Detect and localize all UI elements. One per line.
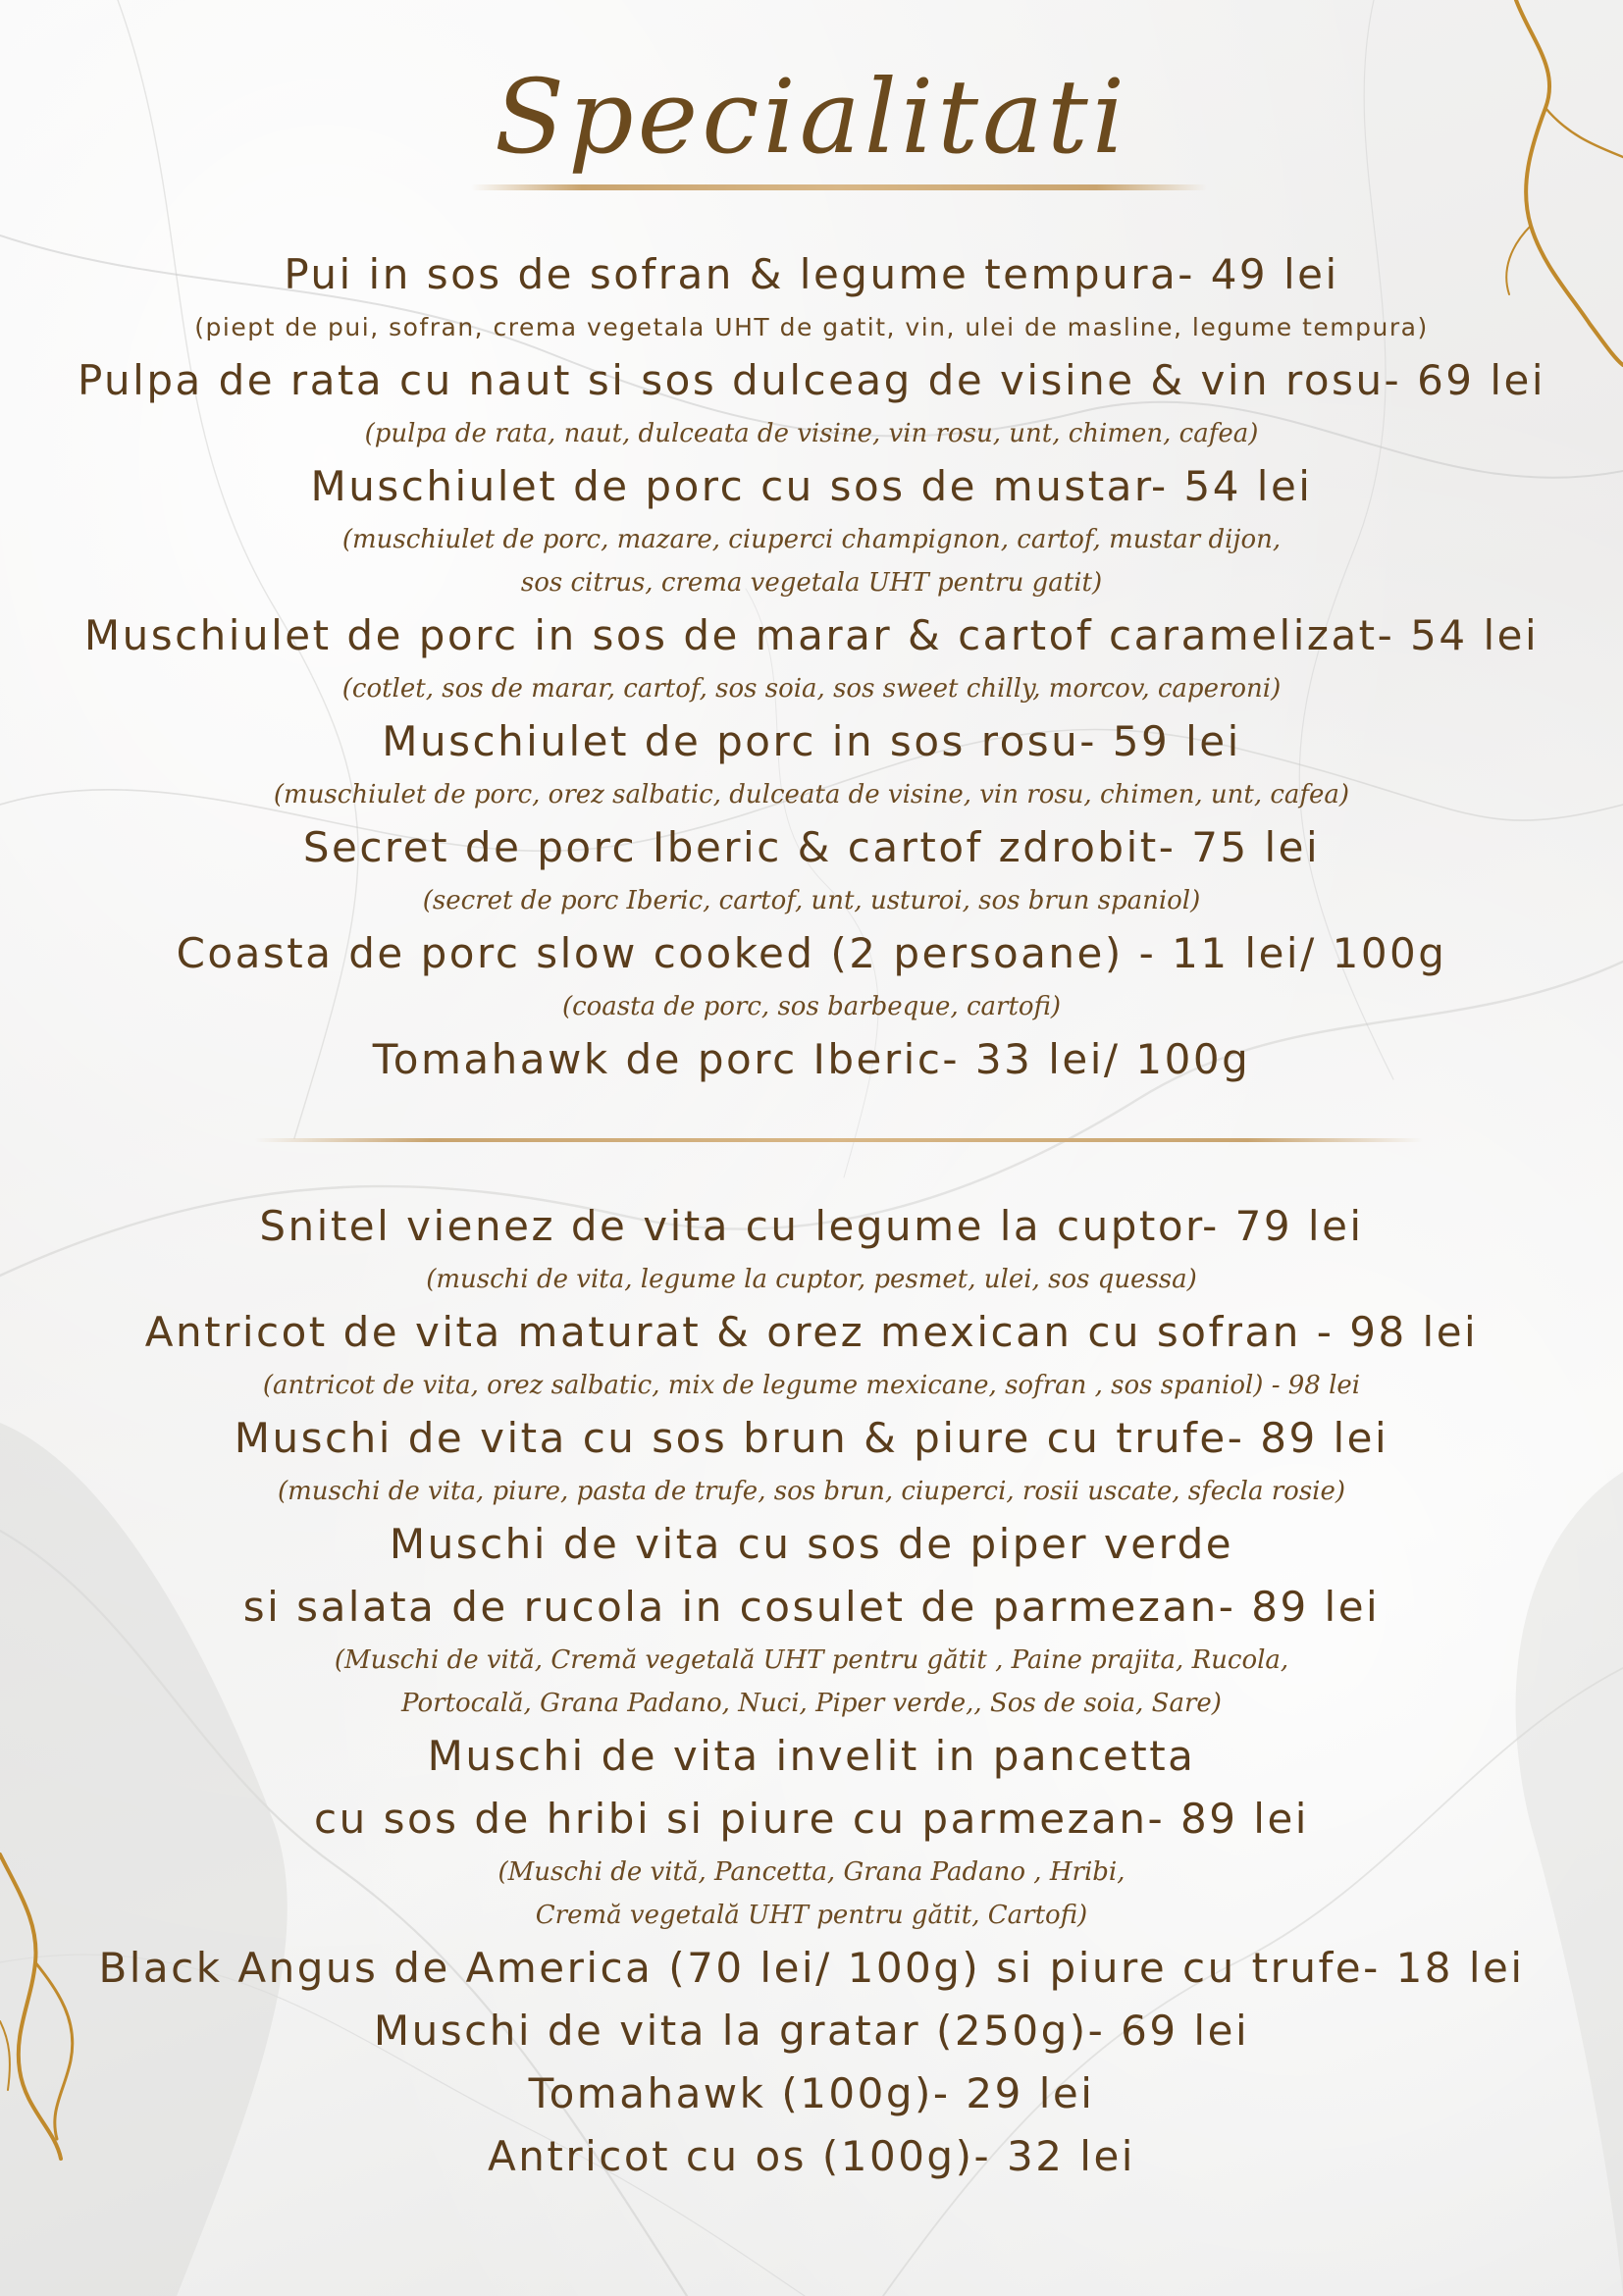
dish-name: Muschi de vita cu sos brun & piure cu trufe- 89 lei (234, 1414, 1389, 1462)
dish-name: Tomahawk de porc Iberic- 33 lei/ 100g (372, 1035, 1251, 1083)
dish-description: (cotlet, sos de marar, cartof, sos soia, sos sweet chilly, morcov, caperoni) (341, 674, 1282, 704)
dish-description: (muschiulet de porc, mazare, ciuperci champignon, cartof, mustar dijon, (341, 525, 1282, 554)
menu-item (0, 1301, 1623, 1407)
menu-item (0, 1937, 1623, 2000)
menu-item (0, 604, 1623, 710)
menu-item (0, 455, 1623, 604)
dish-name: Muschiulet de porc in sos de marar & cartof caramelizat- 54 lei (83, 611, 1540, 659)
dish-name: Secret de porc Iberic & cartof zdrobit- 75 lei (302, 823, 1321, 871)
dish-description: (muschi de vita, legume la cuptor, pesmet, ulei, sos quessa) (426, 1265, 1197, 1294)
menu-item (0, 922, 1623, 1028)
dish-name: Antricot cu os (100g)- 32 lei (488, 2132, 1135, 2180)
dish-description: Cremă vegetală UHT pentru gătit, Cartofi) (535, 1901, 1088, 1930)
menu-item (0, 1028, 1623, 1091)
menu-item (0, 2062, 1623, 2125)
dish-name: Coasta de porc slow cooked (2 persoane) - 11 lei/ 100g (176, 929, 1447, 977)
dish-name: Pulpa de rata cu naut si sos dulceag de visine & vin rosu- 69 lei (77, 356, 1546, 404)
dish-name: Muschiulet de porc in sos rosu- 59 lei (382, 717, 1241, 765)
dish-name: si salata de rucola in cosulet de parmezan- 89 lei (242, 1583, 1381, 1631)
menu-item (0, 1513, 1623, 1725)
menu-item (0, 2000, 1623, 2062)
dish-name: Muschi de vita la gratar (250g)- 69 lei (373, 2007, 1250, 2055)
menu-item (0, 710, 1623, 816)
dish-description: (Muschi de vită, Pancetta, Grana Padano , Hribi, (497, 1857, 1126, 1887)
dish-description: (secret de porc Iberic, cartof, unt, usturoi, sos brun spaniol) (422, 886, 1201, 915)
dish-description: sos citrus, crema vegetala UHT pentru gatit) (520, 568, 1103, 598)
menu-item (0, 349, 1623, 455)
dish-description: (pulpa de rata, naut, dulceata de visine, vin rosu, unt, chimen, cafea) (364, 419, 1259, 448)
dish-name: Black Angus de America (70 lei/ 100g) si piure cu trufe- 18 lei (98, 1944, 1525, 1992)
dish-name: Muschi de vita cu sos de piper verde (389, 1520, 1234, 1568)
menu-item (0, 1407, 1623, 1513)
dish-description: (antricot de vita, orez salbatic, mix de legume mexicane, sofran , sos spaniol) - 98 lei (262, 1371, 1361, 1400)
menu-item (0, 816, 1623, 922)
page-title: Specialitati (494, 57, 1129, 177)
dish-description: (muschiulet de porc, orez salbatic, dulceata de visine, vin rosu, chimen, unt, cafea) (273, 780, 1350, 809)
dish-description: (coasta de porc, sos barbeque, cartofi) (561, 992, 1062, 1021)
menu-item (0, 243, 1623, 349)
menu-item (0, 2125, 1623, 2188)
dish-name: Snitel vienez de vita cu legume la cuptor- 79 lei (259, 1202, 1364, 1250)
dish-name: cu sos de hribi si piure cu parmezan- 89 lei (314, 1795, 1309, 1843)
section-divider (255, 1138, 1423, 1142)
dish-description: (piept de pui, sofran, crema vegetala UHT de gatit, vin, ulei de masline, legume tempura) (194, 313, 1429, 341)
dish-name: Muschiulet de porc cu sos de mustar- 54 lei (310, 462, 1313, 510)
menu-section-beef (0, 1195, 1623, 2188)
dish-name: Pui in sos de sofran & legume tempura- 49 lei (284, 250, 1339, 298)
menu-section-pork-poultry (0, 243, 1623, 1091)
dish-description: Portocală, Grana Padano, Nuci, Piper verde,, Sos de soia, Sare) (401, 1689, 1222, 1718)
dish-name: Muschi de vita invelit in pancetta (427, 1732, 1196, 1780)
dish-name: Antricot de vita maturat & orez mexican cu sofran - 98 lei (144, 1308, 1479, 1356)
dish-name: Tomahawk (100g)- 29 lei (528, 2069, 1095, 2117)
dish-description: (Muschi de vită, Cremă vegetală UHT pentru gătit , Paine prajita, Rucola, (334, 1645, 1289, 1675)
menu-item (0, 1725, 1623, 1937)
dish-description: (muschi de vita, piure, pasta de trufe, sos brun, ciuperci, rosii uscate, sfecla rosie) (277, 1477, 1346, 1506)
title-underline (471, 184, 1207, 190)
menu-item (0, 1195, 1623, 1301)
